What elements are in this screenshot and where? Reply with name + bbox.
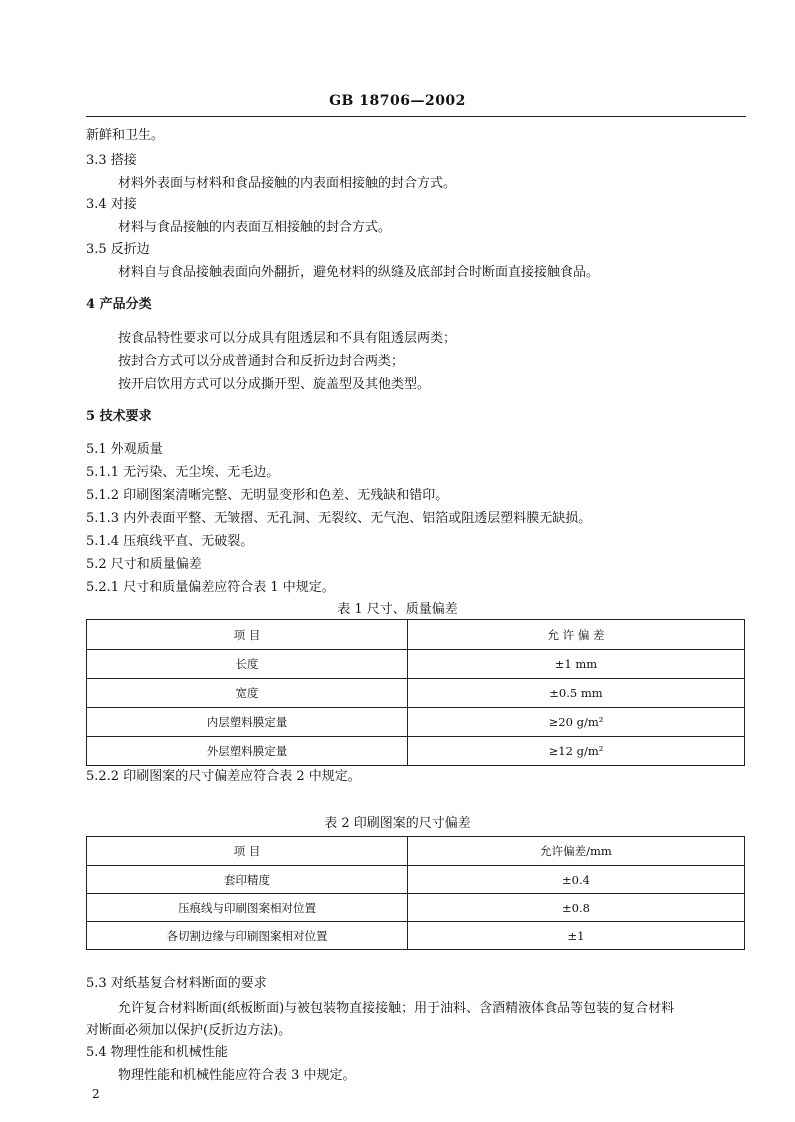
table-cell: ≥12 g/m² xyxy=(408,737,745,766)
text-line: 新鲜和卫生。 xyxy=(86,128,165,143)
section-3-4-text: 材料与食品接触的内表面互相接触的封合方式。 xyxy=(118,220,392,235)
table-row xyxy=(87,894,745,922)
section-4-line-1: 按食品特性要求可以分成具有阻透层和不具有阻透层两类； xyxy=(118,331,457,346)
table-cell: 套印精度 xyxy=(87,866,408,894)
standard-code-header: GB 18706—2002 xyxy=(329,93,466,109)
section-3-4-heading: 3.4 对接 xyxy=(86,197,137,212)
table-row xyxy=(87,708,745,737)
table-cell: ≥20 g/m² xyxy=(408,708,745,737)
section-3-3-heading: 3.3 搭接 xyxy=(86,153,137,168)
section-4-heading: 4 产品分类 xyxy=(86,297,152,312)
section-5-1-3: 5.1.3 内外表面平整、无皱摺、无孔洞、无裂纹、无气泡、铝箔或阻透层塑料膜无缺损。 xyxy=(86,511,592,526)
table-cell: ±1 mm xyxy=(408,650,745,679)
section-5-heading: 5 技术要求 xyxy=(86,409,152,424)
section-5-1-heading: 5.1 外观质量 xyxy=(86,442,163,457)
table-1-caption: 表 1 尺寸、质量偏差 xyxy=(337,602,458,617)
table-header-cell: 允 许 偏 差 xyxy=(408,620,745,650)
section-5-3-text-2: 对断面必须加以保护(反折边方法)。 xyxy=(86,1023,292,1038)
table-cell: 各切割边缘与印刷图案相对位置 xyxy=(87,922,408,950)
table-2 xyxy=(86,836,745,950)
section-3-5-heading: 3.5 反折边 xyxy=(86,242,150,257)
section-5-4-text: 物理性能和机械性能应符合表 3 中规定。 xyxy=(118,1068,356,1083)
table-row xyxy=(87,866,745,894)
section-3-5-text: 材料自与食品接触表面向外翻折，避免材料的纵缝及底部封合时断面直接接触食品。 xyxy=(118,265,600,280)
section-4-line-2: 按封合方式可以分成普通封合和反折边封合两类； xyxy=(118,354,405,369)
section-5-1-2: 5.1.2 印刷图案清晰完整、无明显变形和色差、无残缺和错印。 xyxy=(86,488,449,503)
section-5-4-heading: 5.4 物理性能和机械性能 xyxy=(86,1045,228,1060)
table-cell: ±0.4 xyxy=(408,866,745,894)
table-1 xyxy=(86,619,745,766)
table-cell: 内层塑料膜定量 xyxy=(87,708,408,737)
table-header-row xyxy=(87,620,745,650)
table-row xyxy=(87,650,745,679)
section-5-2-1: 5.2.1 尺寸和质量偏差应符合表 1 中规定。 xyxy=(86,580,335,595)
section-5-1-4: 5.1.4 压痕线平直、无破裂。 xyxy=(86,534,254,549)
table-header-cell: 项 目 xyxy=(87,837,408,866)
section-3-3-text: 材料外表面与材料和食品接触的内表面相接触的封合方式。 xyxy=(118,176,457,191)
table-row xyxy=(87,737,745,766)
table-cell: 外层塑料膜定量 xyxy=(87,737,408,766)
section-5-3-text-1: 允许复合材料断面(纸板断面)与被包装物直接接触；用于油料、含酒精液体食品等包装的复合材料 xyxy=(118,1001,675,1016)
table-row xyxy=(87,679,745,708)
table-cell: 压痕线与印刷图案相对位置 xyxy=(87,894,408,922)
page-number: 2 xyxy=(92,1087,100,1101)
table-cell: ±0.5 mm xyxy=(408,679,745,708)
section-5-2-heading: 5.2 尺寸和质量偏差 xyxy=(86,557,202,572)
table-cell: 宽度 xyxy=(87,679,408,708)
table-cell: ±1 xyxy=(408,922,745,950)
table-row xyxy=(87,922,745,950)
table-header-cell: 项 目 xyxy=(87,620,408,650)
section-4-line-3: 按开启饮用方式可以分成撕开型、旋盖型及其他类型。 xyxy=(118,377,431,392)
section-5-2-2: 5.2.2 印刷图案的尺寸偏差应符合表 2 中规定。 xyxy=(86,769,361,784)
table-cell: ±0.8 xyxy=(408,894,745,922)
section-5-3-heading: 5.3 对纸基复合材料断面的要求 xyxy=(86,976,267,991)
table-header-cell: 允许偏差/mm xyxy=(408,837,745,866)
table-header-row xyxy=(87,837,745,866)
table-cell: 长度 xyxy=(87,650,408,679)
header-rule xyxy=(86,116,746,117)
section-5-1-1: 5.1.1 无污染、无尘埃、无毛边。 xyxy=(86,465,280,480)
table-2-caption: 表 2 印刷图案的尺寸偏差 xyxy=(324,816,471,831)
